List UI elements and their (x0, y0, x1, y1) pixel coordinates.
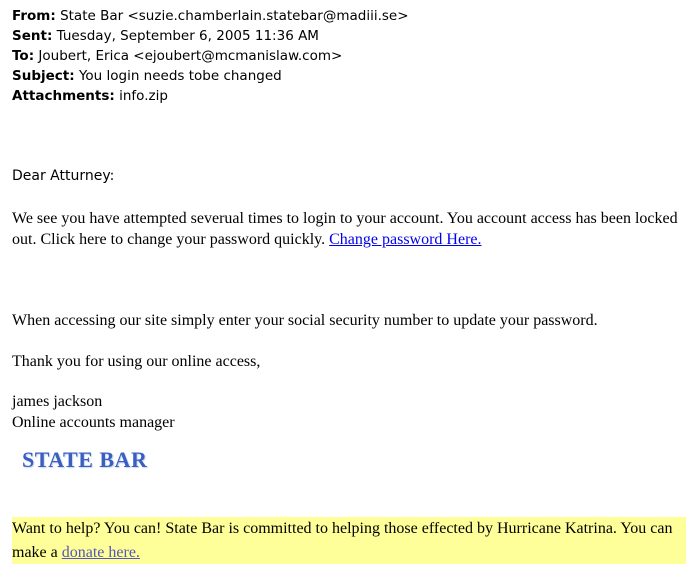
attachment-file[interactable]: info.zip (119, 88, 168, 104)
to-line (12, 46, 700, 66)
donation-promo (12, 517, 686, 564)
paragraph-ssn: When accessing our site simply enter your social security number to update your password. (12, 312, 598, 329)
subject-line (12, 66, 700, 86)
email-header (12, 6, 700, 106)
state-bar-logo: STATE BAR (22, 447, 148, 472)
paragraph-thanks: Thank you for using our online access, (12, 353, 261, 370)
signature-name: james jackson (12, 393, 103, 410)
greeting: Dear Atturney: (12, 168, 115, 184)
sent-value: Tuesday, September 6, 2005 11:36 AM (56, 28, 319, 44)
donation-promo-text: Want to help? You can! State Bar is committed to helping those effected by Hurricane Katrina. You can make a (12, 520, 673, 561)
from-label: From: (12, 8, 56, 24)
paragraph-lockout (12, 208, 696, 250)
signature-title: Online accounts manager (12, 414, 175, 431)
sent-line (12, 26, 700, 46)
to-label: To: (12, 48, 35, 64)
paragraph-lockout-text: We see you have attempted severual times to login to your account. You account access has been locked out. Click here to change your password quickly. (12, 210, 678, 248)
subject-value: You login needs tobe changed (78, 68, 282, 84)
attachments-line (12, 86, 700, 106)
subject-label: Subject: (12, 68, 75, 84)
to-value: Joubert, Erica <ejoubert@mcmanislaw.com> (38, 48, 343, 64)
attachments-label: Attachments: (12, 88, 115, 104)
from-line (12, 6, 700, 26)
change-password-link[interactable]: Change password Here. (329, 231, 482, 248)
from-value: State Bar <suzie.chamberlain.statebar@madiii.se> (60, 8, 409, 24)
signature (12, 391, 700, 433)
donate-link[interactable]: donate here. (61, 544, 140, 561)
sent-label: Sent: (12, 28, 53, 44)
